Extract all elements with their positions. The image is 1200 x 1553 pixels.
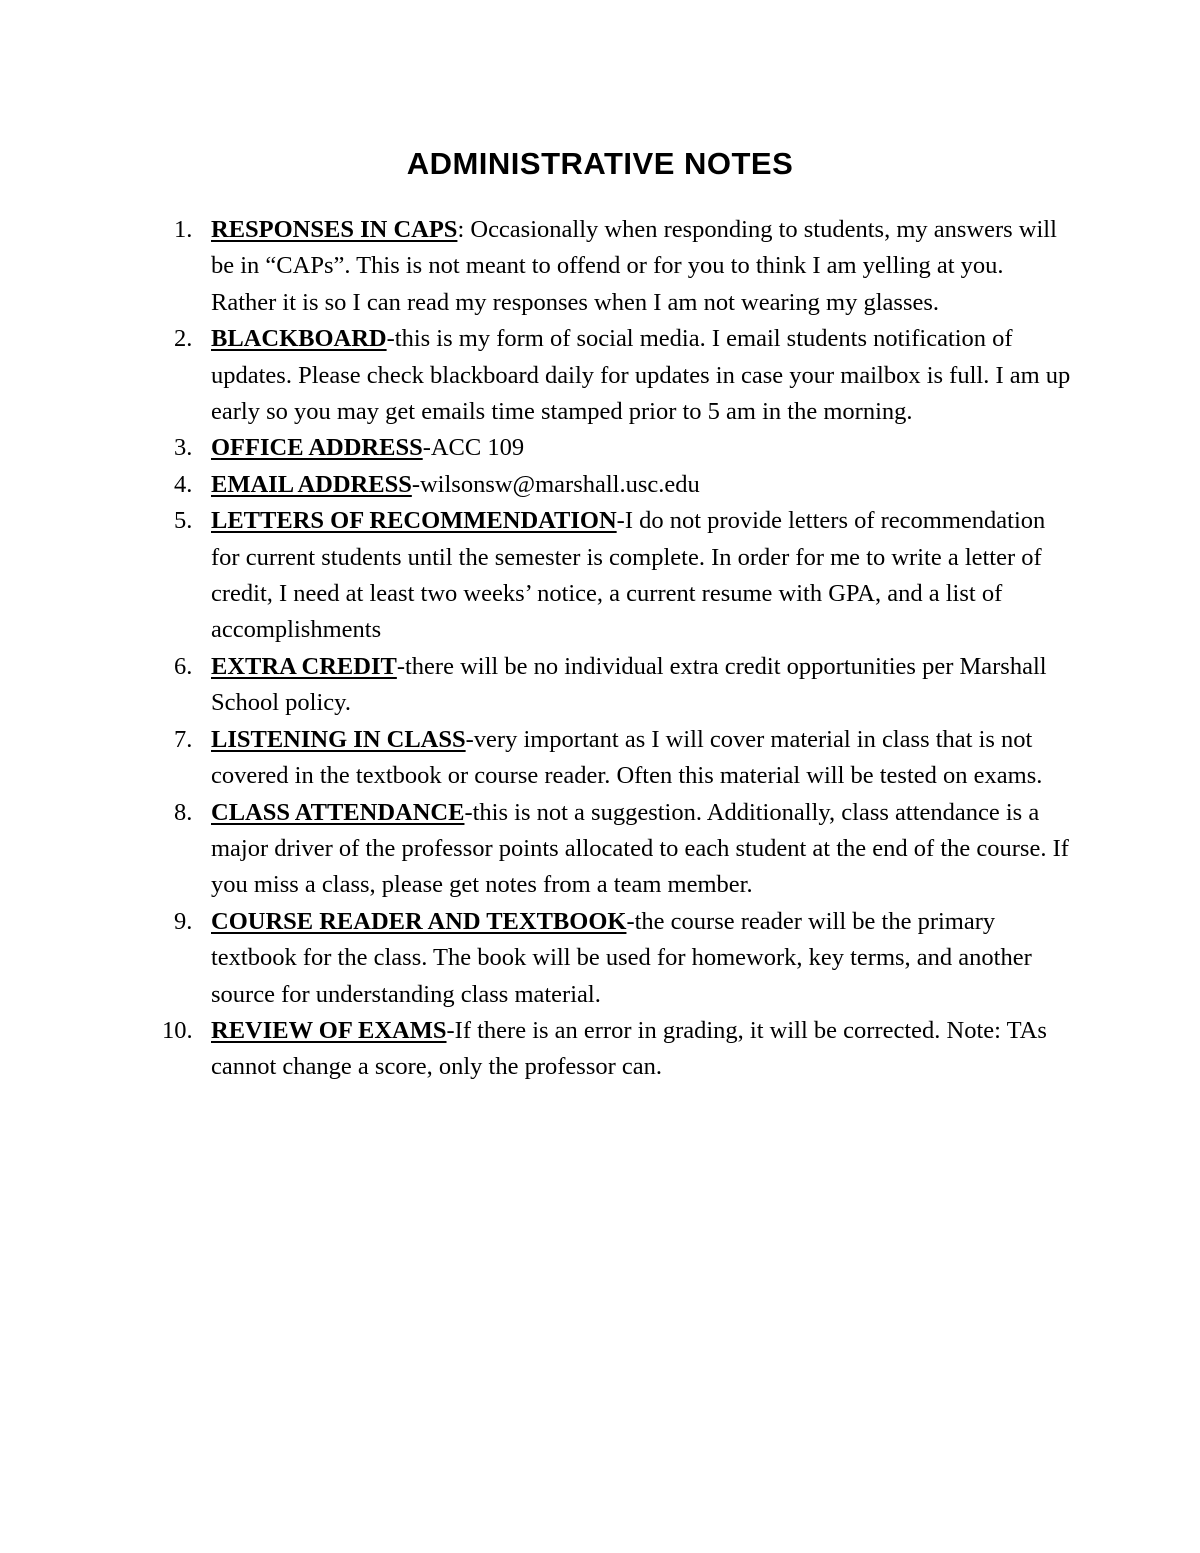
- note-text: -ACC 109: [422, 434, 525, 462]
- note-text: : Occasionally when responding to students, my answers will be in “CAPs”. This is not meant to offend or for you to think I am yelling at you. Rather it is so I can read my responses when I am not wearing my glasses.: [211, 216, 1057, 316]
- note-text: -wilsonsw@marshall.usc.edu: [411, 470, 700, 498]
- note-item: [0, 722, 1071, 795]
- notes-list: [0, 212, 1200, 1086]
- note-heading: RESPONSES IN CAPS: [211, 216, 458, 243]
- note-heading: OFFICE ADDRESS: [211, 434, 423, 462]
- note-text: -the course reader will be the primary textbook for the class. The book will be used for homework, key terms, and another source for understanding class material.: [211, 907, 1032, 1008]
- note-item: [0, 321, 1071, 430]
- note-number: 5.: [174, 507, 193, 535]
- note-number: 10.: [162, 1016, 193, 1044]
- note-heading: BLACKBOARD: [211, 325, 387, 353]
- note-heading: COURSE READER AND TEXTBOOK: [211, 907, 627, 935]
- note-number: 7.: [174, 725, 193, 753]
- note-heading: LISTENING IN CLASS: [211, 725, 466, 753]
- note-number: 8.: [174, 798, 193, 826]
- note-item: [0, 430, 1071, 466]
- note-item: [0, 503, 1071, 649]
- note-item: [0, 649, 1071, 722]
- note-text: -this is not a suggestion. Additionally, class attendance is a major driver of the professor points allocated to each student at the end of the course. If you miss a class, please get notes from a team member.: [211, 798, 1069, 899]
- note-number: 4.: [174, 470, 193, 498]
- note-heading: EMAIL ADDRESS: [211, 470, 412, 498]
- note-item: [0, 904, 1071, 1013]
- note-number: 6.: [174, 652, 193, 680]
- note-heading: CLASS ATTENDANCE: [211, 798, 465, 826]
- note-number: 1.: [174, 216, 193, 243]
- note-text: -very important as I will cover material in class that is not covered in the textbook or course reader. Often this material will be tested on exams.: [211, 725, 1043, 790]
- note-number: 2.: [174, 325, 193, 353]
- note-item: [0, 1013, 1071, 1086]
- note-item: [0, 467, 1071, 503]
- page-title: ADMINISTRATIVE NOTES: [406, 146, 794, 181]
- note-heading: EXTRA CREDIT: [211, 652, 397, 680]
- note-text: -there will be no individual extra credit opportunities per Marshall School policy.: [211, 652, 1047, 717]
- note-heading: REVIEW OF EXAMS: [211, 1016, 447, 1044]
- note-heading: LETTERS OF RECOMMENDATION: [211, 507, 617, 535]
- note-item: [0, 795, 1071, 904]
- note-number: 3.: [174, 434, 193, 462]
- note-text: -I do not provide letters of recommendation for current students until the semester is complete. In order for me to write a letter of credit, I need at least two weeks’ notice, a current resume with GPA, and a list of accomplishments: [211, 507, 1046, 644]
- note-item: [0, 212, 1071, 321]
- note-text: -If there is an error in grading, it will be corrected. Note: TAs cannot change a score, only the professor can.: [211, 1016, 1047, 1081]
- note-number: 9.: [174, 907, 193, 935]
- note-text: -this is my form of social media. I email students notification of updates. Please check blackboard daily for updates in case your mailbox is full. I am up early so you may get emails time stamped prior to 5 am in the morning.: [211, 325, 1071, 426]
